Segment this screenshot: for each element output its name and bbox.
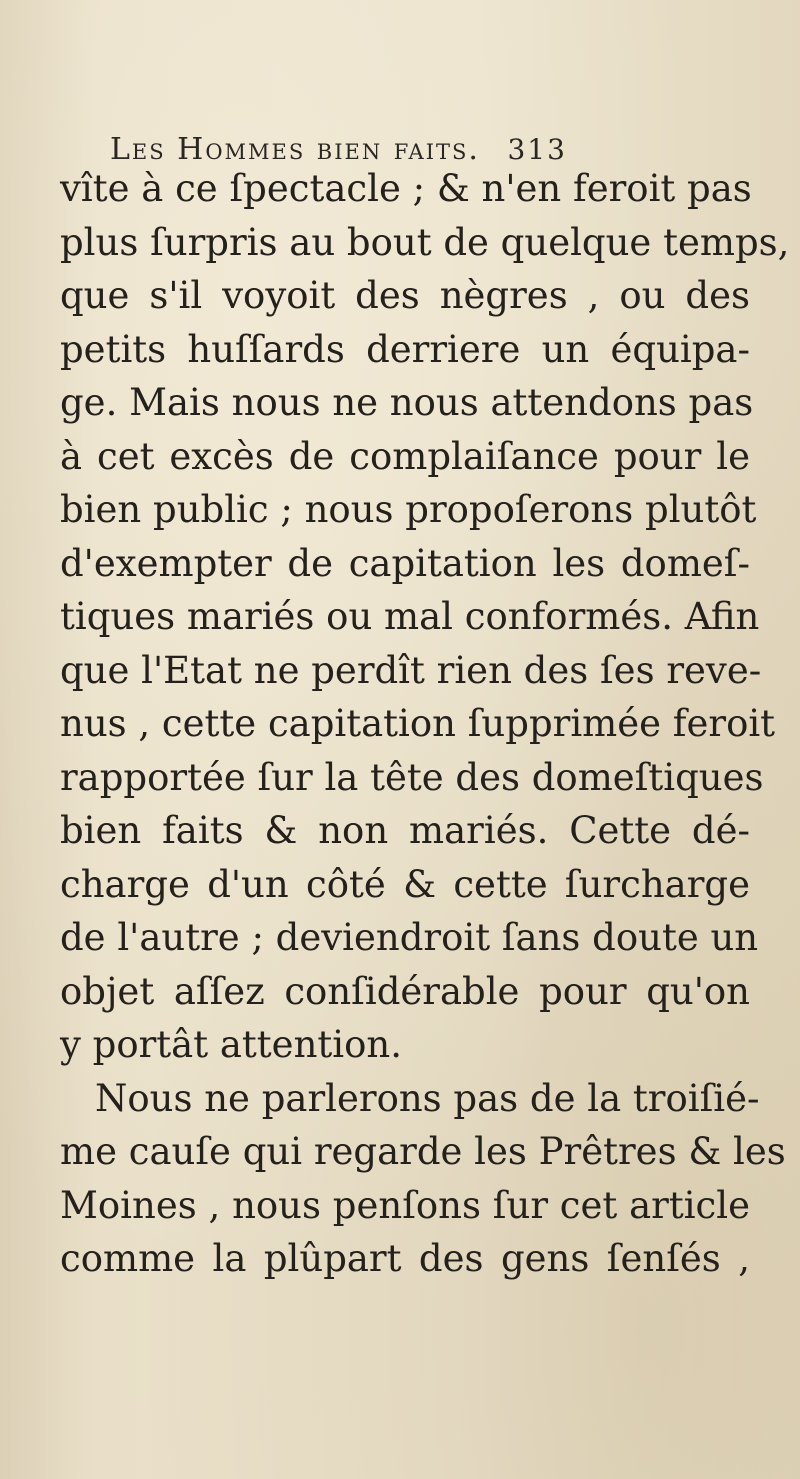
text-line: comme la plûpart des gens ſenſés , bbox=[60, 1237, 750, 1280]
text-line: ge. Mais nous ne nous attendons pas bbox=[60, 381, 754, 424]
text-line: bien public ; nous propoſerons plutôt bbox=[60, 488, 757, 531]
body-text bbox=[60, 162, 790, 1286]
text-line: me cauſe qui regarde les Prêtres & les bbox=[60, 1130, 786, 1173]
text-line: tiques mariés ou mal conformés. Afin bbox=[60, 595, 760, 638]
text-line: petits huſſards derriere un équipa- bbox=[60, 327, 750, 371]
text-line: nus , cette capitation ſupprimée feroit bbox=[60, 702, 776, 745]
running-title: Les Hommes bien faits. bbox=[110, 132, 480, 167]
text-line: que l'Etat ne perdît rien des ſes reve- bbox=[60, 648, 762, 692]
paragraph-end-line: y portât attention. bbox=[60, 1023, 402, 1066]
text-line: plus ſurpris au bout de quelque temps, bbox=[60, 220, 790, 264]
page-number: 313 bbox=[507, 133, 567, 166]
text-line: bien faits & non mariés. Cette dé- bbox=[60, 809, 750, 852]
text-line: charge d'un côté & cette ſurcharge bbox=[60, 862, 750, 906]
text-line: vîte à ce ſpectacle ; & n'en feroit pas bbox=[60, 167, 752, 210]
text-line: objet aſſez conſidérable pour qu'on bbox=[60, 969, 750, 1013]
text-line: rapportée ſur la tête des domeſtiques bbox=[60, 755, 764, 799]
text-line: Moines , nous penſons ſur cet article bbox=[60, 1183, 750, 1227]
text-line: que s'il voyoit des nègres , ou des bbox=[60, 274, 750, 317]
text-line: de l'autre ; deviendroit ſans doute un bbox=[60, 916, 759, 959]
paragraph-start-line: Nous ne parlerons pas de la troiſié- bbox=[95, 1076, 760, 1120]
text-line: à cet excès de complaiſance pour le bbox=[60, 434, 750, 478]
text-line: d'exempter de capitation les domeſ- bbox=[60, 541, 750, 585]
